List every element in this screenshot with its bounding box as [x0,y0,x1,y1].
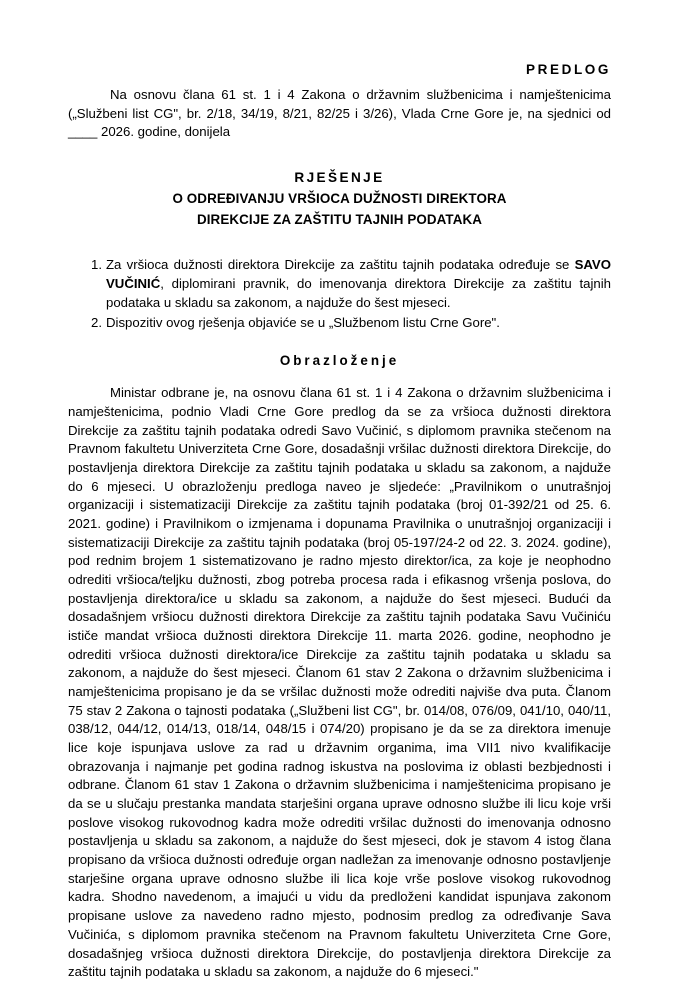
list-item-text-before-name: Za vršioca dužnosti direktora Direkcije za zaštitu tajnih podataka određuje se [106,257,575,273]
reasoning-heading: Obrazloženje [279,353,400,369]
list-item [68,256,611,312]
document-flag-predlog: PREDLOG [526,62,611,77]
title-block [68,169,611,228]
page-subtitle-line-2: DIREKCIJE ZA ZAŠTITU TAJNIH PODATAKA [196,211,483,227]
reasoning-body: Ministar odbrane je, na osnovu člana 61 st. 1 i 4 Zakona o državnim službenicima i namještenicima, podnio Vladi Crne Gore predlog da se za vršioca dužnosti direktora Direkcije za zaštitu tajnih podataka odredi Savo Vučinić, s diplomom pravnika stečenom na Pravnom fakultetu Univerziteta Crne Gore, dosadašnji vršilac dužnosti direktora Direkcije, do postavljenja direktora Direkcije za zaštitu tajnih podataka u skladu sa zakonom, a najduže do 6 mjeseci. U obrazloženju predloga naveo je sljedeće: „Pravilnikom o unutrašnjoj organizaciji i sistematizaciji Direkcije za zaštitu tajnih podataka (broj 01-392/21 od 25. 6. 2021. godine) i Pravilnikom o izmjenama i dopunama Pravilnika o unutrašnjoj organizaciji i sistematizaciji Direkcije za zaštitu tajnih podataka (broj 05-197/24-2 od 22. 3. 2024. godine), pod rednim brojem 1 sistematizovano je radno mjesto direktor/ica, za koje je neophodno odrediti vršioca/teljku dužnosti, zbog potreba procesa rada i efikasnog vršenja poslova, do postavljenja direktora/ice u skladu sa zakonom, a najduže do šest mjeseci. Budući da dosadašnjem vršiocu dužnosti direktora Direkcije za zaštitu tajnih podataka Savu Vučiniću ističe mandat vršioca dužnosti direktora Direkcije 11. marta 2026. godine, neophodno je odrediti vršioca dužnosti direktora/ice Direkcije za zaštitu tajnih podataka u skladu sa zakonom, a najduže do šest mjeseci. Članom 61 stav 2 Zakona o državnim službenicima i namještenicima propisano je da se vršilac dužnosti može odrediti najviše dva puta. Članom 75 stav 2 Zakona o tajnosti podataka („Službeni list CG", br. 014/08, 076/09, 041/10, 040/11, 038/12, 044/12, 014/13, 018/14, 048/15 i 074/20) propisano je da se za direktora imenuje lice koje ispunjava uslove za rad u državnim organima, ima VII1 nivo kvalifikacije obrazovanja i najmanje pet godina radnog iskustva na poslovima iz oblasti bezbjednosti i odbrane. Članom 61 stav 1 Zakona o državnim službenicima i namještenicima propisano je da se u slučaju prestanka mandata starješini organa uprave odnosno službe ili licu koje vrši poslove visokog rukovodnog kadra može odrediti vršilac dužnosti do imenovanja odnosno postavljenja u skladu sa zakonom, a najduže do šest mjeseci, dok je stavom 4 istog člana propisano da vršioca dužnosti određuje organ nadležan za imenovanje odnosno postavljenje starješine organa uprave odnosno službe ili lica koje vrše poslove visokog rukovodnog kadra. Shodno navedenom, a imajući u vidu da predloženi kandidat ispunjava zakonom propisane uslove za navedeno radno mjesto, podnosim predlog za određivanje Sava Vučinića, s diplomom pravnika stečenom na Pravnom fakultetu Univerziteta Crne Gore, dosadašnjeg vršioca dužnosti direktora Direkcije, do postavljenja direktora Direkcije za zaštitu tajnih podataka u skladu sa zakonom, a najduže do 6 mjeseci." [68,385,611,980]
list-item-marker: 2. [91,314,102,330]
list-item [68,314,611,333]
legal-preamble: Na osnovu člana 61 st. 1 i 4 Zakona o državnim službenicima i namještenicima („Službeni list CG", br. 2/18, 34/19, 8/21, 82/25 i 3/26), Vlada Crne Gore je, na sjednici od ____ 2026. godine, donijela [68,86,611,140]
page-subtitle-line-1: O ODREĐIVANJU VRŠIOCA DUŽNOSTI DIREKTORA [172,190,507,206]
list-item-text: Dispozitiv ovog rješenja objaviće se u „Službenom listu Crne Gore". [106,314,500,330]
page-title: RJEŠENJE [294,170,385,186]
dispositive-list [68,256,611,332]
appointee-name: SAVO VUČINIĆ [106,257,611,292]
list-item-marker: 1. [91,257,102,273]
list-item-text-after-name: , diplomirani pravnik, do imenovanja direktora Direkcije za zaštitu tajnih podataka u skladu sa zakonom, a najduže do šest mjeseci. [106,276,611,310]
